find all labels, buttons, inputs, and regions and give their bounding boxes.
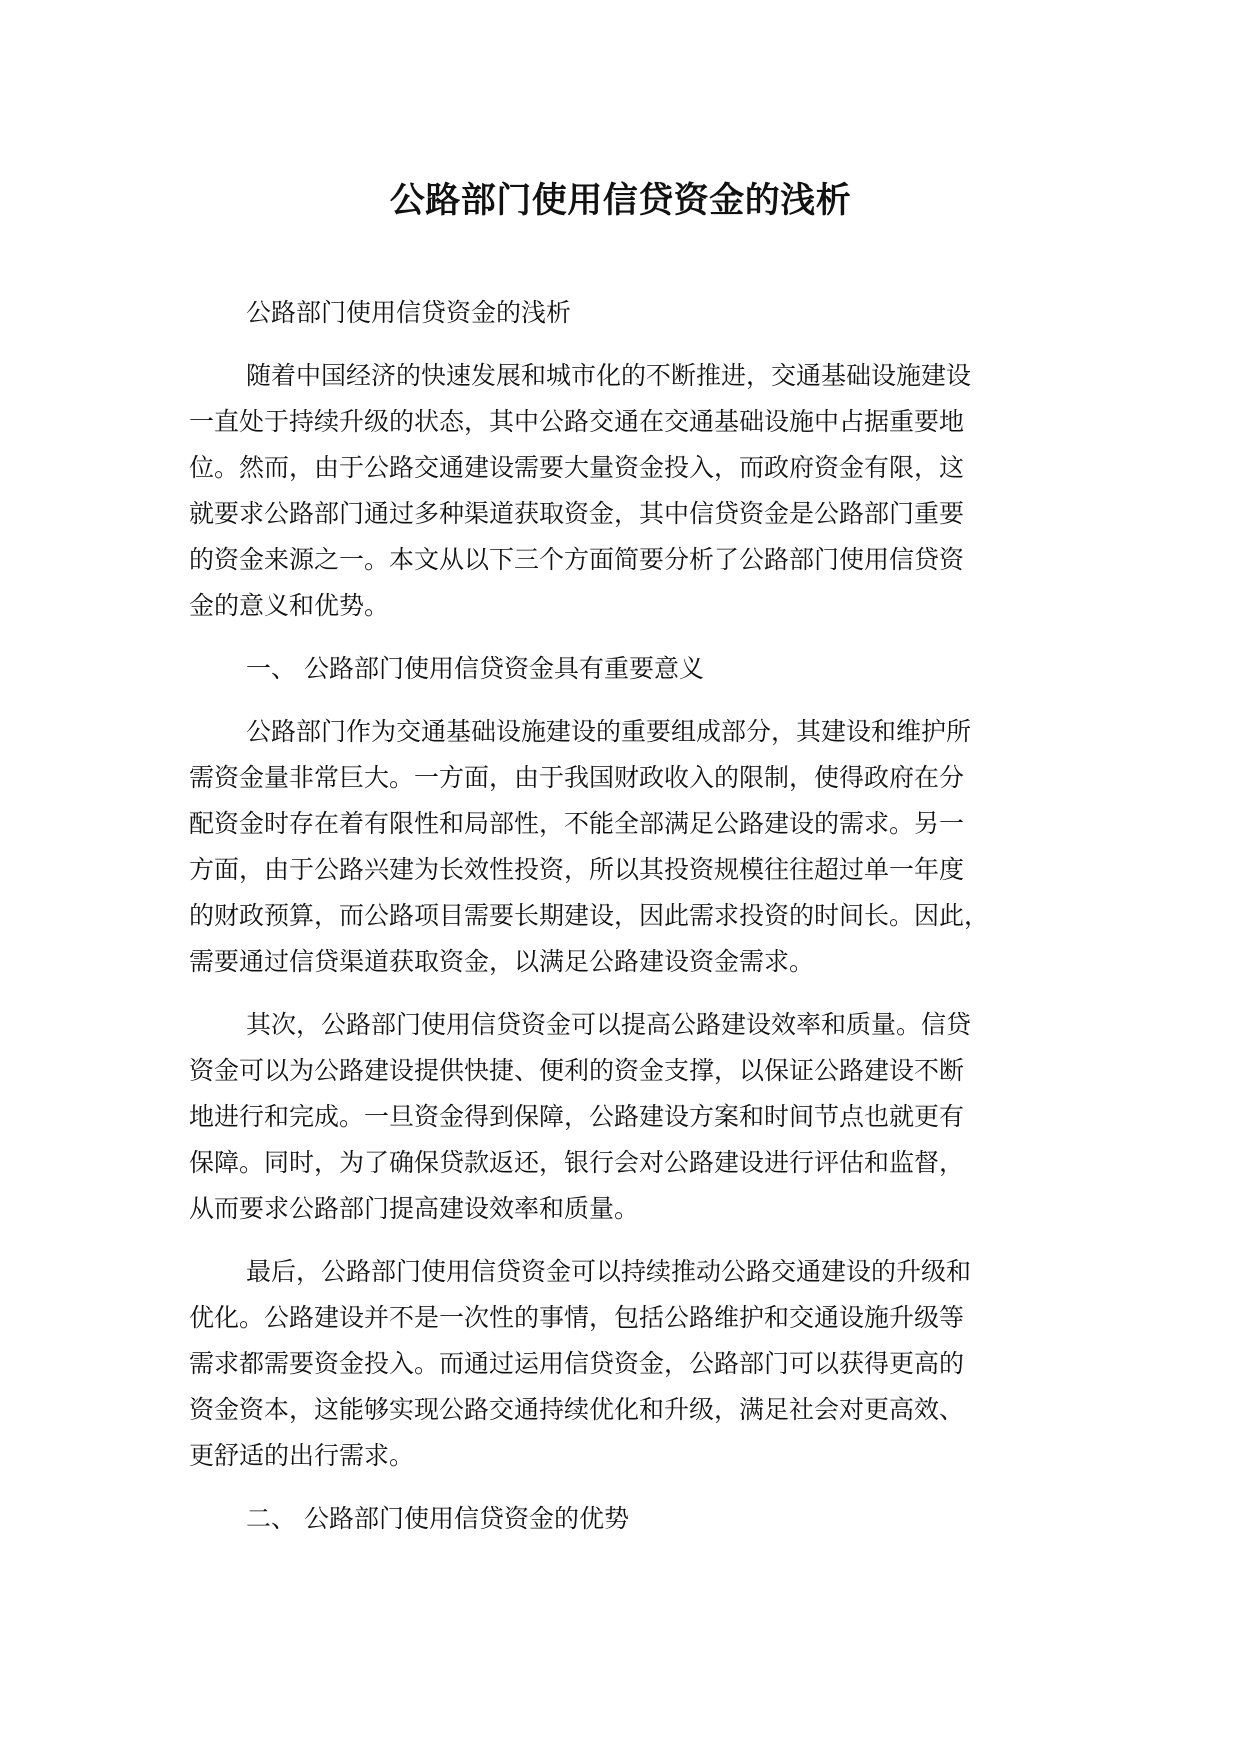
text-line: 随着中国经济的快速发展和城市化的不断推进，交通基础设施建设 [246, 361, 972, 390]
paragraph-upgrade [189, 1249, 1049, 1479]
text-line: 需资金量非常巨大。一方面，由于我国财政收入的限制，使得政府在分 [189, 763, 965, 792]
paragraph-subtitle [189, 290, 1049, 336]
text-line: 从而要求公路部门提高建设效率和质量。 [189, 1194, 640, 1223]
text-line: 就要求公路部门通过多种渠道获取资金，其中信贷资金是公路部门重要 [189, 499, 965, 528]
text-line: 公路部门使用信贷资金的浅析 [246, 298, 572, 327]
text-line: 优化。公路建设并不是一次性的事情，包括公路维护和交通设施升级等 [189, 1303, 965, 1332]
text-line: 资金可以为公路建设提供快捷、便利的资金支撑，以保证公路建设不断 [189, 1056, 965, 1085]
text-line: 需求都需要资金投入。而通过运用信贷资金，公路部门可以获得更高的 [189, 1349, 965, 1378]
section-heading-1 [189, 646, 1049, 692]
text-line: 二、 公路部门使用信贷资金的优势 [246, 1504, 629, 1533]
document-title: 公路部门使用信贷资金的浅析 [389, 181, 852, 221]
document-body [189, 290, 1049, 1559]
text-line: 一直处于持续升级的状态，其中公路交通在交通基础设施中占据重要地 [189, 407, 965, 436]
paragraph-significance [189, 709, 1049, 985]
text-line: 金的意义和优势。 [189, 591, 390, 620]
text-line: 保障。同时，为了确保贷款返还，银行会对公路建设进行评估和监督， [189, 1148, 965, 1177]
text-line: 需要通过信贷渠道获取资金，以满足公路建设资金需求。 [189, 947, 815, 976]
paragraph-intro [189, 353, 1049, 629]
text-line: 地进行和完成。一旦资金得到保障，公路建设方案和时间节点也就更有 [189, 1102, 965, 1131]
text-line: 配资金时存在着有限性和局部性，不能全部满足公路建设的需求。另一 [189, 809, 965, 838]
section-heading-2 [189, 1496, 1049, 1542]
text-line: 的财政预算，而公路项目需要长期建设，因此需求投资的时间长。因此， [189, 901, 990, 930]
text-line: 的资金来源之一。本文从以下三个方面简要分析了公路部门使用信贷资 [189, 545, 965, 574]
text-line: 方面，由于公路兴建为长效性投资，所以其投资规模往往超过单一年度 [189, 855, 965, 884]
text-line: 资金资本，这能够实现公路交通持续优化和升级，满足社会对更高效、 [189, 1395, 965, 1424]
text-line: 一、 公路部门使用信贷资金具有重要意义 [246, 654, 704, 683]
paragraph-efficiency [189, 1002, 1049, 1232]
text-line: 其次，公路部门使用信贷资金可以提高公路建设效率和质量。信贷 [246, 1010, 972, 1039]
text-line: 更舒适的出行需求。 [189, 1441, 415, 1470]
text-line: 公路部门作为交通基础设施建设的重要组成部分，其建设和维护所 [246, 717, 972, 746]
text-line: 位。然而，由于公路交通建设需要大量资金投入，而政府资金有限，这 [189, 453, 965, 482]
text-line: 最后，公路部门使用信贷资金可以持续推动公路交通建设的升级和 [246, 1257, 972, 1286]
